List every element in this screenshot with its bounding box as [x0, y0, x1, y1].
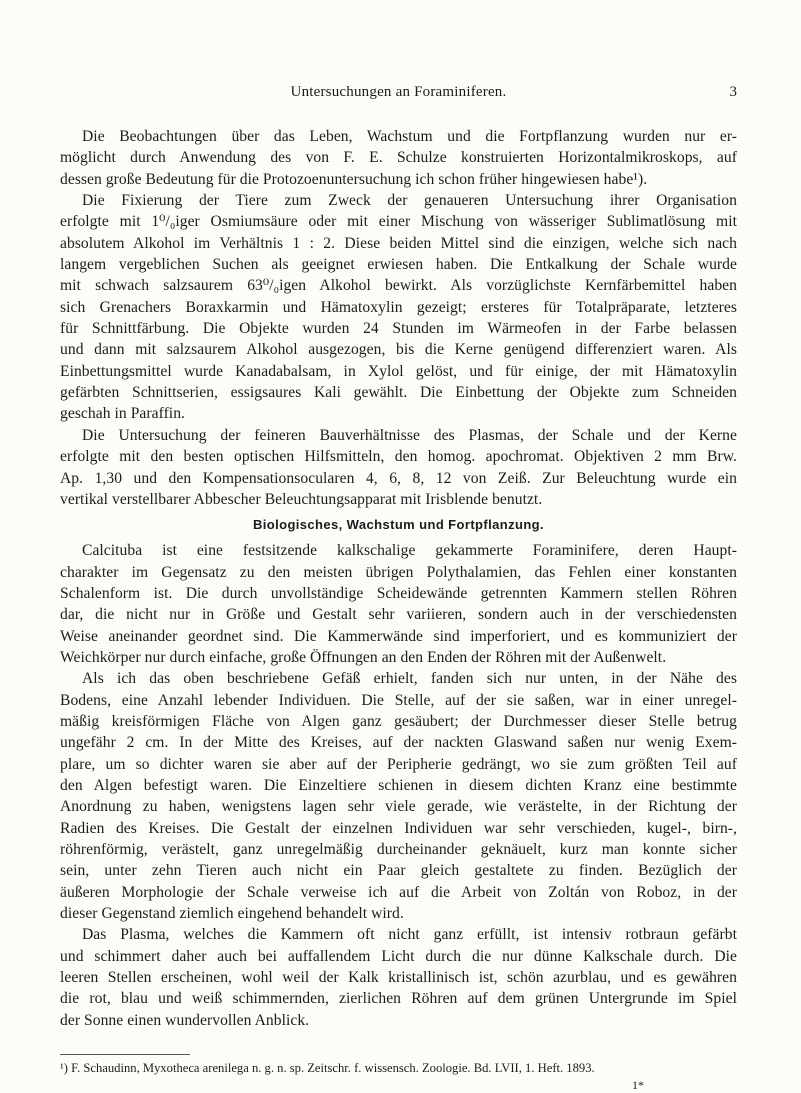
text-line: Anordnung zu haben, wenigstens lagen sehr viele gerade, wie verästelte, in der Richtung der [60, 798, 737, 816]
text-line: Einbettungsmittel wurde Kanadabalsam, in Xylol gelöst, und für einige, der mit Hämatoxylin [60, 362, 737, 380]
text-line: Calcituba ist eine festsitzende kalkschalige gekammerte Foraminifere, deren Haupt- [82, 542, 737, 560]
running-head [60, 84, 737, 106]
text-line: Ap. 1,30 und den Kompensationsocularen 4, 6, 8, 12 von Zeiß. Zur Beleuchtung wurde ein [60, 469, 737, 487]
running-title: Untersuchungen an Foraminiferen. [290, 84, 507, 100]
text-line: Radien des Kreises. Die Gestalt der einzelnen Individuen war sehr verschieden, kugel-, birn-, [60, 819, 737, 837]
text-line: langem vergeblichen Suchen als geeignet erwiesen haben. Die Entkalkung der Schale wurde [60, 256, 737, 274]
text-line: und dann mit salzsaurem Alkohol ausgezogen, bis die Kerne genügend differenziert waren. Als [60, 341, 737, 359]
text-line: Die Untersuchung der feineren Bauverhältnisse des Plasmas, der Schale und der Kerne [82, 426, 737, 444]
text-line: sein, unter zehn Tieren auch nicht ein Paar gleich gestaltete zu finden. Bezüglich der [60, 862, 737, 880]
text-line: für Schnittfärbung. Die Objekte wurden 24 Stunden im Wärmeofen in der Farbe belassen [60, 320, 737, 338]
footnote: ¹) F. Schaudinn, Myxotheca arenilega n. g. n. sp. Zeitschr. f. wissensch. Zoologie. Bd. LVII, 1. Heft. 1893. [60, 1061, 595, 1075]
text-line: die rot, blau und weiß schimmernden, zierlichen Röhren auf dem grünen Untergrunde im Spiel [60, 990, 737, 1008]
text-line: der Sonne einen wundervollen Anblick. [60, 1011, 310, 1029]
text-line: mäßig kreisförmigen Fläche von Algen ganz gesäubert; der Durchmesser dieser Stelle betrug [60, 712, 737, 730]
paragraph [60, 668, 737, 924]
text-line: Als ich das oben beschriebene Gefäß erhielt, fanden sich nur unten, in der Nähe des [82, 670, 737, 688]
signature-mark: 1* [632, 1078, 644, 1092]
paragraph [60, 425, 737, 510]
text-line: charakter im Gegensatz zu den meisten übrigen Polythalamien, das Fehlen einer konstanten [60, 563, 737, 581]
text-line: dar, die nicht nur in Größe und Gestalt sehr variieren, sondern auch in der verschiedensten [60, 606, 737, 624]
text-line: möglicht durch Anwendung des von F. E. Schulze konstruierten Horizontalmikroskops, auf [60, 149, 737, 167]
text-line: und schimmert daher auch bei auffallendem Licht durch die nur dünne Kalkschale durch. Die [60, 947, 737, 965]
body-text [60, 126, 737, 1031]
text-line: den Algen befestigt waren. Die Einzeltiere schienen in diesem dichten Kranz eine bestimmte [60, 776, 737, 794]
text-line: dessen große Bedeutung für die Protozoenuntersuchung ich schon früher hingewiesen habe¹). [60, 170, 648, 188]
text-line: mit schwach salzsaurem 63⁰/₀igen Alkohol bewirkt. Als vorzüglichste Kernfärbemittel haben [60, 277, 737, 295]
text-line: erfolgte mit den besten optischen Hilfsmitteln, den homog. apochromat. Objektiven 2 mm Brw. [60, 448, 737, 466]
text-line: sich Grenachers Boraxkarmin und Hämatoxylin gezeigt; ersteres für Totalpräparate, letzteres [60, 298, 737, 316]
text-line: Bodens, eine Anzahl lebender Individuen. Die Stelle, auf der sie saßen, war in einer unregel- [60, 691, 737, 709]
text-line: äußeren Morphologie der Schale verweise ich auf die Arbeit von Zoltán von Roboz, in der [60, 883, 737, 901]
text-line: leeren Stellen erscheinen, wohl weil der Kalk kristallinisch ist, schön azurblau, und es gewähren [60, 969, 737, 987]
page-number: 3 [729, 84, 737, 100]
text-line: ungefähr 2 cm. In der Mitte des Kreises, auf der nackten Glaswand saßen nur wenig Exem- [60, 734, 737, 752]
text-line: erfolgte mit 1⁰/₀iger Osmiumsäure oder mit einer Mischung von wässeriger Sublimatlösung mit [60, 213, 737, 231]
text-line: plare, um so dichter waren sie aber auf der Peripherie gedrängt, wo sie zum größten Teil auf [60, 755, 737, 773]
text-line: Die Fixierung der Tiere zum Zweck der genaueren Untersuchung ihrer Organisation [82, 192, 737, 210]
text-line: Weichkörper nur durch einfache, große Öffnungen an den Enden der Röhren mit der Außenwelt. [60, 648, 667, 666]
footnote-rule [60, 1054, 190, 1055]
text-line: Das Plasma, welches die Kammern oft nicht ganz erfüllt, ist intensiv rotbraun gefärbt [82, 926, 737, 944]
text-line: dieser Gegenstand ziemlich eingehend behandelt wird. [60, 905, 404, 923]
paragraph [60, 924, 737, 1031]
text-line: geschah in Paraffin. [60, 405, 185, 423]
paragraph [60, 540, 737, 668]
text-line: röhrenförmig, verästelt, ganz unregelmäßig durcheinander geknäuelt, kurz man konnte sicher [60, 841, 737, 858]
text-line: Die Beobachtungen über das Leben, Wachstum und die Fortpflanzung wurden nur er- [82, 128, 737, 145]
section-heading: Biologisches, Wachstum und Fortpflanzung. [252, 517, 545, 533]
paragraph [60, 190, 737, 425]
paragraph [60, 126, 737, 190]
text-line: Weise aneinander geordnet sind. Die Kammerwände sind imperforiert, und es kommuniziert der [60, 627, 737, 645]
text-line: absolutem Alkohol im Verhältnis 1 : 2. Diese beiden Mittel sind die einzigen, welche sich nach [60, 234, 737, 252]
text-line: vertikal verstellbarer Abbescher Beleuchtungsapparat mit Irisblende benutzt. [60, 490, 543, 508]
text-line: Schalenform ist. Die durch unvollständige Scheidewände getrennten Kammern stellen Röhren [60, 584, 737, 602]
text-line: gefärbten Schnittserien, essigsaures Kali gewählt. Die Einbettung der Objekte zum Schneiden [60, 384, 737, 402]
